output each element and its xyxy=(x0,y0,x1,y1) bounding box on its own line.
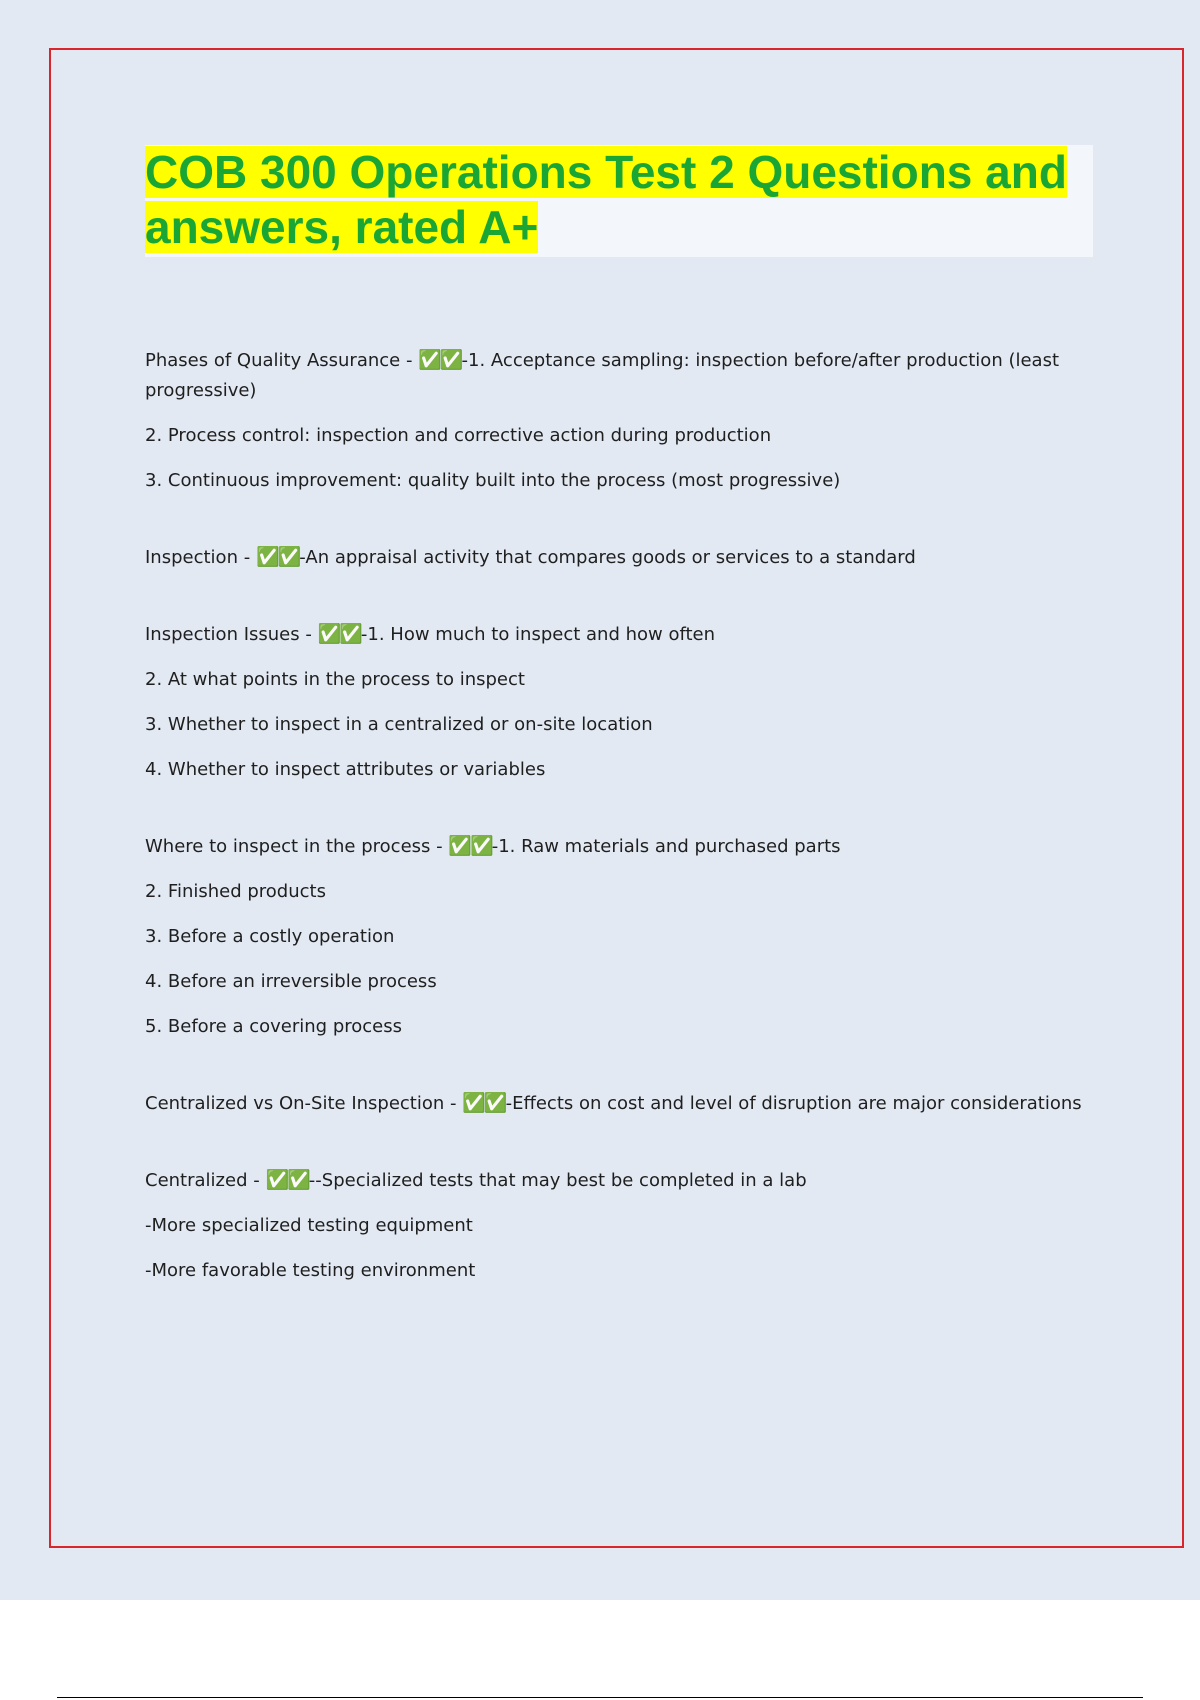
qa-first-line: Centralized - ✅✅--Specialized tests that may best be completed in a lab xyxy=(145,1169,807,1191)
qa-answer-line: 3. Before a costly operation xyxy=(145,926,395,947)
double-check-icon: ✅✅ xyxy=(317,623,361,645)
qa-entry xyxy=(145,542,1085,573)
qa-first-line: Centralized vs On-Site Inspection - ✅✅-Effects on cost and level of disruption are major considerations xyxy=(145,1092,1082,1114)
qa-answer: 1. Raw materials and purchased parts xyxy=(498,836,841,857)
qa-answer-line: -More favorable testing environment xyxy=(145,1260,476,1281)
qa-answer-line: -More specialized testing equipment xyxy=(145,1215,473,1236)
qa-answer-line: 3. Continuous improvement: quality built into the process (most progressive) xyxy=(145,470,841,491)
qa-first-line: Where to inspect in the process - ✅✅-1. Raw materials and purchased parts xyxy=(145,835,841,857)
qa-answer: 1. Acceptance sampling: inspection before/after production (least progressive) xyxy=(145,350,1060,401)
qa-answer: -Specialized tests that may best be completed in a lab xyxy=(315,1170,807,1191)
qa-answer-line: 2. At what points in the process to inspect xyxy=(145,669,525,690)
qa-first-line: Inspection - ✅✅-An appraisal activity that compares goods or services to a standard xyxy=(145,546,916,568)
qa-term: Inspection Issues xyxy=(145,624,300,645)
qa-term: Inspection xyxy=(145,547,238,568)
qa-first-line: Phases of Quality Assurance - ✅✅-1. Acceptance sampling: inspection before/after production (least progressive) xyxy=(145,349,1060,401)
title-block xyxy=(145,145,1093,257)
qa-entry xyxy=(145,345,1085,496)
qa-answer-line: 2. Process control: inspection and corrective action during production xyxy=(145,425,772,446)
qa-answer-line: 4. Before an irreversible process xyxy=(145,971,437,992)
qa-answer: Effects on cost and level of disruption are major considerations xyxy=(512,1093,1082,1114)
title-highlight: COB 300 Operations Test 2 Questions and answers, rated A+ xyxy=(145,146,1067,253)
double-check-icon: ✅✅ xyxy=(448,835,492,857)
qa-answer: An appraisal activity that compares goods or services to a standard xyxy=(305,547,916,568)
qa-entry xyxy=(145,1088,1085,1119)
qa-first-line: Inspection Issues - ✅✅-1. How much to inspect and how often xyxy=(145,623,716,645)
double-check-icon: ✅✅ xyxy=(462,1092,506,1114)
double-check-icon: ✅✅ xyxy=(418,349,462,371)
qa-term: Centralized xyxy=(145,1170,248,1191)
qa-entry xyxy=(145,619,1085,785)
qa-answer-line: 3. Whether to inspect in a centralized or on-site location xyxy=(145,714,653,735)
qa-entry xyxy=(145,831,1085,1042)
qa-answer-line: 2. Finished products xyxy=(145,881,326,902)
qa-term: Centralized vs On-Site Inspection xyxy=(145,1093,445,1114)
double-check-icon: ✅✅ xyxy=(255,546,300,568)
qa-answer-line: 4. Whether to inspect attributes or variables xyxy=(145,759,546,780)
qa-answer: 1. How much to inspect and how often xyxy=(367,624,716,645)
document-title xyxy=(145,145,1093,255)
footer-rule xyxy=(57,1697,1143,1698)
qa-entry xyxy=(145,1165,1085,1286)
qa-term: Where to inspect in the process xyxy=(145,836,431,857)
qa-list xyxy=(145,345,1085,1332)
double-check-icon: ✅✅ xyxy=(265,1169,309,1191)
qa-answer-line: 5. Before a covering process xyxy=(145,1016,402,1037)
qa-term: Phases of Quality Assurance xyxy=(145,350,401,371)
